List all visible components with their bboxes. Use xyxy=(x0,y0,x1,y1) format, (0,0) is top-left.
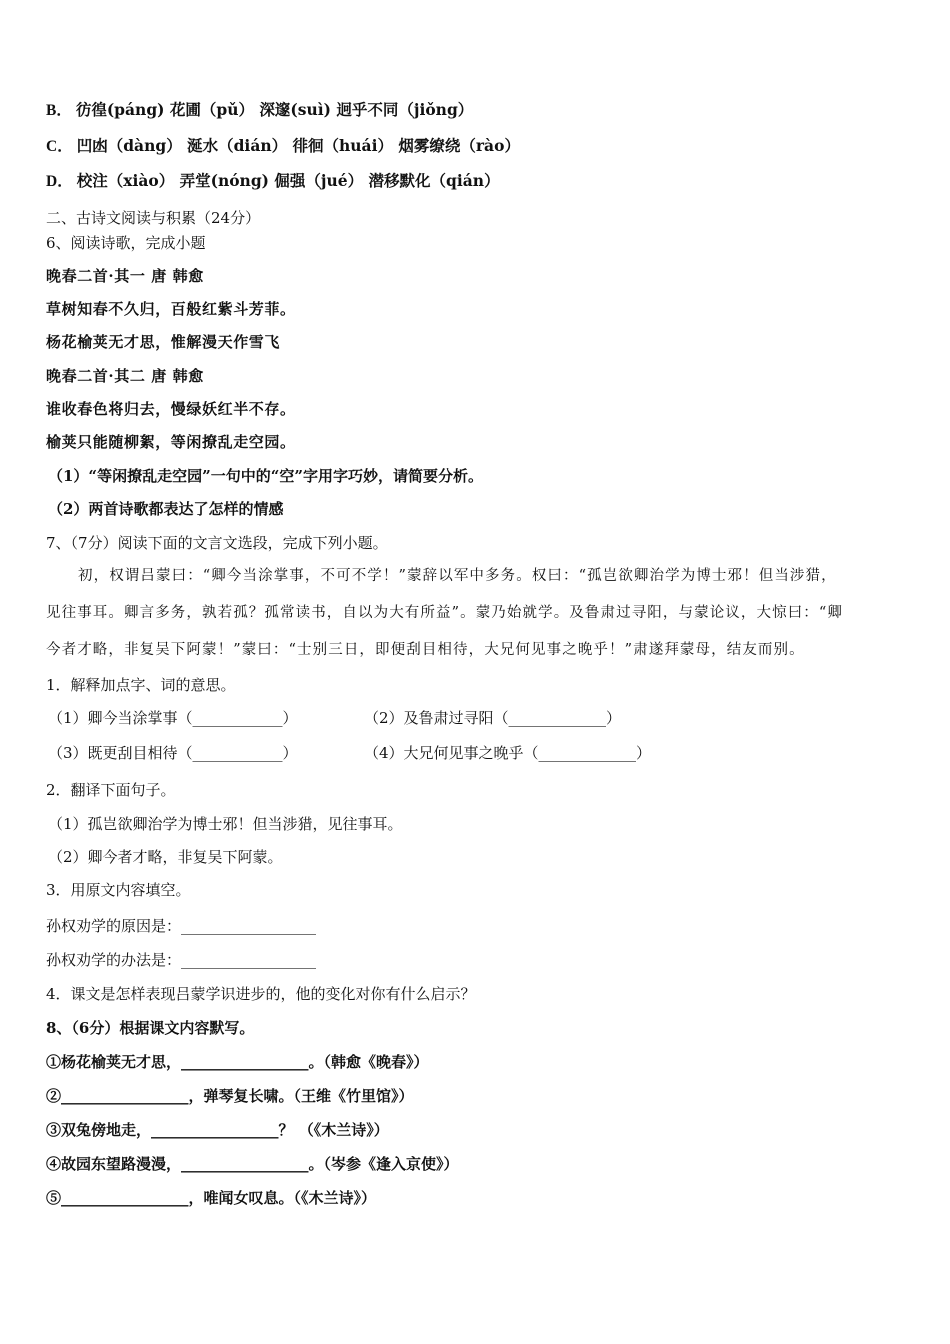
q7-3-item: 孙权劝学的原因是：__________________ xyxy=(46,917,317,935)
passage-line: 见往事耳。卿言多务，孰若孤？孤常读书，自以为大有所益”。蒙乃始就学。及鲁肃过寻阳，与蒙论议，大惊曰：“卿 xyxy=(46,605,844,621)
q8-title: 8、（6分）根据课文内容默写。 xyxy=(46,1019,255,1037)
q7-1-item: （1）卿今当涂掌事（____________） xyxy=(48,709,298,727)
poem-line: 晚春二首·其二 唐 韩愈 xyxy=(46,367,204,385)
q7-title: 7、（7分）阅读下面的文言文选段，完成下列小题。 xyxy=(46,534,388,552)
q6-title: 6、阅读诗歌，完成小题 xyxy=(46,234,206,252)
q8-item: ②_________________，弹琴复长啸。（王维《竹里馆》） xyxy=(46,1087,414,1105)
q7-2-title: 2．翻译下面句子。 xyxy=(46,781,176,799)
q7-1-title: 1．解释加点字、词的意思。 xyxy=(46,676,236,694)
q7-3-title: 3．用原文内容填空。 xyxy=(46,881,191,899)
q7-1-item: （4）大兄何见事之晚乎（_____________） xyxy=(364,744,652,762)
q7-3-item: 孙权劝学的办法是：__________________ xyxy=(46,951,317,969)
poem-line: 杨花榆荚无才思，惟解漫天作雪飞 xyxy=(46,333,281,351)
q8-item: ①杨花榆荚无才思，_________________。（韩愈《晚春》） xyxy=(46,1053,429,1071)
q7-2-item: （1）孤岂欲卿治学为博士邪！但当涉猎，见往事耳。 xyxy=(48,815,403,833)
q8-item: ⑤_________________，唯闻女叹息。（《木兰诗》） xyxy=(46,1189,377,1207)
passage-line: 今者才略，非复吴下阿蒙！”蒙曰：“士别三日，即便刮目相待，大兄何见事之晚乎！”肃遂拜蒙母，结友而别。 xyxy=(46,642,805,658)
q7-4-title: 4．课文是怎样表现吕蒙学识进步的，他的变化对你有什么启示？ xyxy=(46,985,476,1003)
passage-line: 初，权谓吕蒙曰：“卿今当涂掌事，不可不学！”蒙辞以军中多务。权曰：“孤岂欲卿治学为博士邪！但当涉猎， xyxy=(78,568,837,584)
poem-line: 谁收春色将归去，慢绿妖红半不存。 xyxy=(46,400,296,418)
option-d: D． 校注（xiào） 弄堂(nóng) 倔强（jué） 潜移默化（qián） xyxy=(46,171,500,190)
q8-item: ③双兔傍地走，_________________？ （《木兰诗》） xyxy=(46,1121,389,1139)
poem-line: 草树知春不久归，百般红紫斗芳菲。 xyxy=(46,300,296,318)
poem-line: 晚春二首·其一 唐 韩愈 xyxy=(46,267,204,285)
section-heading: 二、古诗文阅读与积累（24分） xyxy=(46,209,261,227)
option-b: B． 彷徨(páng) 花圃（pǔ） 深邃(suì) 迥乎不同（jiǒng） xyxy=(46,100,474,119)
q6-sub1: （1）“等闲撩乱走空园”一句中的“空”字用字巧妙，请简要分析。 xyxy=(48,467,483,485)
option-c: C． 凹凼（dàng） 涎水（dián） 徘徊（huái） 烟雾缭绕（rào） xyxy=(46,136,520,155)
q7-1-item: （3）既更刮目相待（____________） xyxy=(48,744,298,762)
q7-1-item: （2）及鲁肃过寻阳（_____________） xyxy=(364,709,622,727)
q6-sub2: （2）两首诗歌都表达了怎样的情感 xyxy=(48,500,284,518)
q7-2-item: （2）卿今者才略，非复吴下阿蒙。 xyxy=(48,848,283,866)
q8-item: ④故园东望路漫漫，_________________。（岑参《逢入京使》） xyxy=(46,1155,459,1173)
poem-line: 榆荚只能随柳絮，等闲撩乱走空园。 xyxy=(46,433,296,451)
